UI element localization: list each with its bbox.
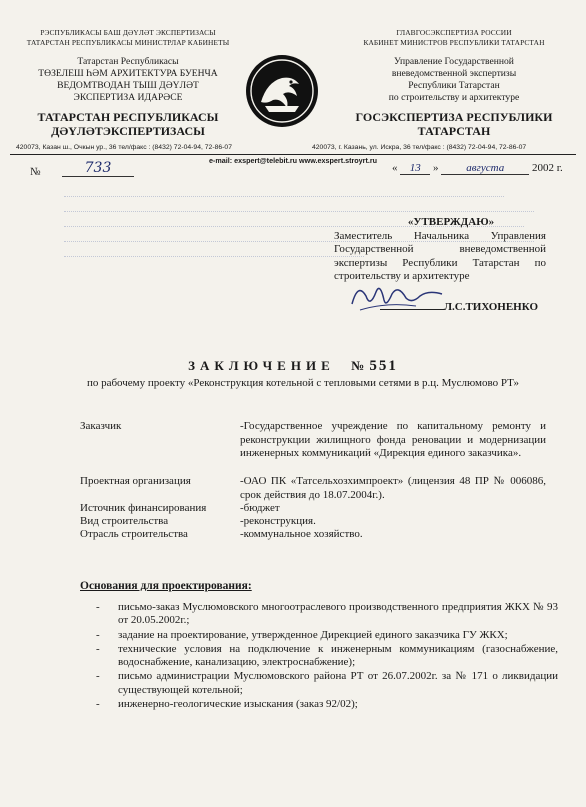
tatarstan-emblem-icon (243, 52, 321, 130)
header-right-mid3: Республики Татарстан (408, 80, 500, 91)
doc-date (392, 162, 563, 175)
list-item: - технические условия на подключение к инженерным коммуникациям (газоснабжение, водоснабжение, канализацию, электроснабжение); (96, 643, 558, 670)
header-divider (10, 154, 576, 155)
header-right-big2: ТАТАРСТАН (417, 124, 491, 138)
list-item: - письмо-заказ Муслюмовского многоотраслевого производственного предприятия ЖКХ № 93 от 20.05.2002г.; (96, 601, 558, 628)
list-item: - письмо администрации Муслюмовского района РТ от 26.07.2002г. за № 171 о ликвидации существующей котельной; (96, 670, 558, 697)
header-right-mid4: по строительству и архитектуре (388, 92, 520, 103)
header-right-mid (338, 56, 570, 104)
approval-text: Заместитель Начальника Управления Государственной вневедомственной экспертизы Республики Татарстан по строительству и архитектуре (334, 229, 546, 282)
approval-title: «УТВЕРЖДАЮ» (407, 216, 495, 228)
field-value: -реконструкция. (240, 515, 316, 527)
header-right-mid2: вневедомственной экспертизы (391, 68, 517, 79)
approval-signer (362, 301, 538, 313)
header-left-line1: РЭСПУБЛИКАСЫ БАШ ДӘҮЛӘТ ЭКСПЕРТИЗАСЫ (40, 28, 216, 37)
conclusion-number: 551 (369, 358, 398, 374)
basis-title: Основания для проектирования: (80, 580, 252, 592)
doc-number-label: № (30, 166, 41, 178)
header-right-mid1: Управление Государственной (394, 56, 514, 67)
header-left-big2: ДӘҮЛӘТЭКСПЕРТИЗАСЫ (51, 124, 205, 138)
conclusion-no-sign: № (351, 358, 370, 373)
doc-number-value: 733 (62, 160, 134, 177)
header-right-line1: ГЛАВГОСЭКСПЕРТИЗА РОССИИ (396, 28, 512, 37)
header-left-big1: ТАТАРСТАН РЕСПУБЛИКАСЫ (37, 110, 219, 124)
date-year: 2002 г. (532, 162, 563, 174)
date-day: 13 (400, 162, 430, 175)
project-line: по рабочему проекту «Реконструкция котельной с тепловыми сетями в р.ц. Муслюмово РТ» (86, 377, 520, 389)
list-item: - задание на проектирование, утвержденное Дирекцией единого заказчика ГУ ЖКХ; (96, 629, 558, 642)
field-value: -коммунальное хозяйство. (240, 528, 363, 540)
header-right-big1: ГОСЭКСПЕРТИЗА РЕСПУБЛИКИ (355, 110, 553, 124)
conclusion-word: ЗАКЛЮЧЕНИЕ (188, 358, 335, 373)
header-left-contacts: 420073, Казан ш., Очкын ур., 36 тел/факс : (8432) 72-04-94, 72-86-07 (16, 144, 232, 151)
header-left-mid (22, 56, 234, 104)
field-label: Вид строительства (80, 515, 169, 527)
header-right-line2: КАБИНЕТ МИНИСТРОВ РЕСПУБЛИКИ ТАТАРСТАН (363, 38, 545, 47)
date-close-quote: » (433, 162, 439, 174)
header-left (22, 28, 234, 138)
header-left-title (22, 110, 234, 138)
header-right-title (338, 110, 570, 138)
header-left-mid3: ВЕДОМТВОДАН ТЫШ ДӘҮЛӘТ (57, 80, 199, 91)
field-value: -Государственное учреждение по капитальному ремонту и реконструкции жилищного фонда реновации и модернизации инженерных коммуникаций «Дирекция единого заказчика». (240, 420, 546, 459)
field-label: Источник финансирования (80, 502, 207, 514)
date-month: августа (441, 162, 529, 175)
signer-name: Л.С.ТИХОНЕНКО (443, 301, 538, 313)
email-line: e-mail: exspert@telebit.ru www.exspert.stroyrt.ru (208, 156, 378, 165)
field-label: Проектная организация (80, 475, 191, 487)
header-right-contacts: 420073, г. Казань, ул. Искра, 36 тел/факс : (8432) 72-04-94, 72-86-07 (312, 144, 527, 151)
header-left-mid4: ЭКСПЕРТИЗА ИДАРӘСЕ (73, 92, 183, 103)
field-label: Отрасль строительства (80, 528, 188, 540)
list-item: - инженерно-геологические изыскания (заказ 92/02); (96, 698, 558, 711)
header-right (338, 28, 570, 138)
header-left-line2: ТАТАРСТАН РЕСПУБЛИКАСЫ МИНИСТРЛАР КАБИНЕТЫ (26, 38, 230, 47)
date-open-quote: « (392, 162, 398, 174)
header-left-mid2: ТӨЗЕЛЕШ ҺӘМ АРХИТЕКТУРА БУЕНЧА (38, 68, 218, 79)
field-label: Заказчик (80, 420, 122, 432)
basis-list (96, 601, 558, 712)
header-left-mid1: Татарстан Республикасы (77, 56, 179, 67)
field-value: -бюджет (240, 502, 280, 514)
conclusion-title (0, 358, 586, 375)
field-value: -ОАО ПК «Татсельхозхимпроект» (лицензия 48 ПР № 006086, срок действия до 18.07.2004г.). (240, 475, 546, 501)
